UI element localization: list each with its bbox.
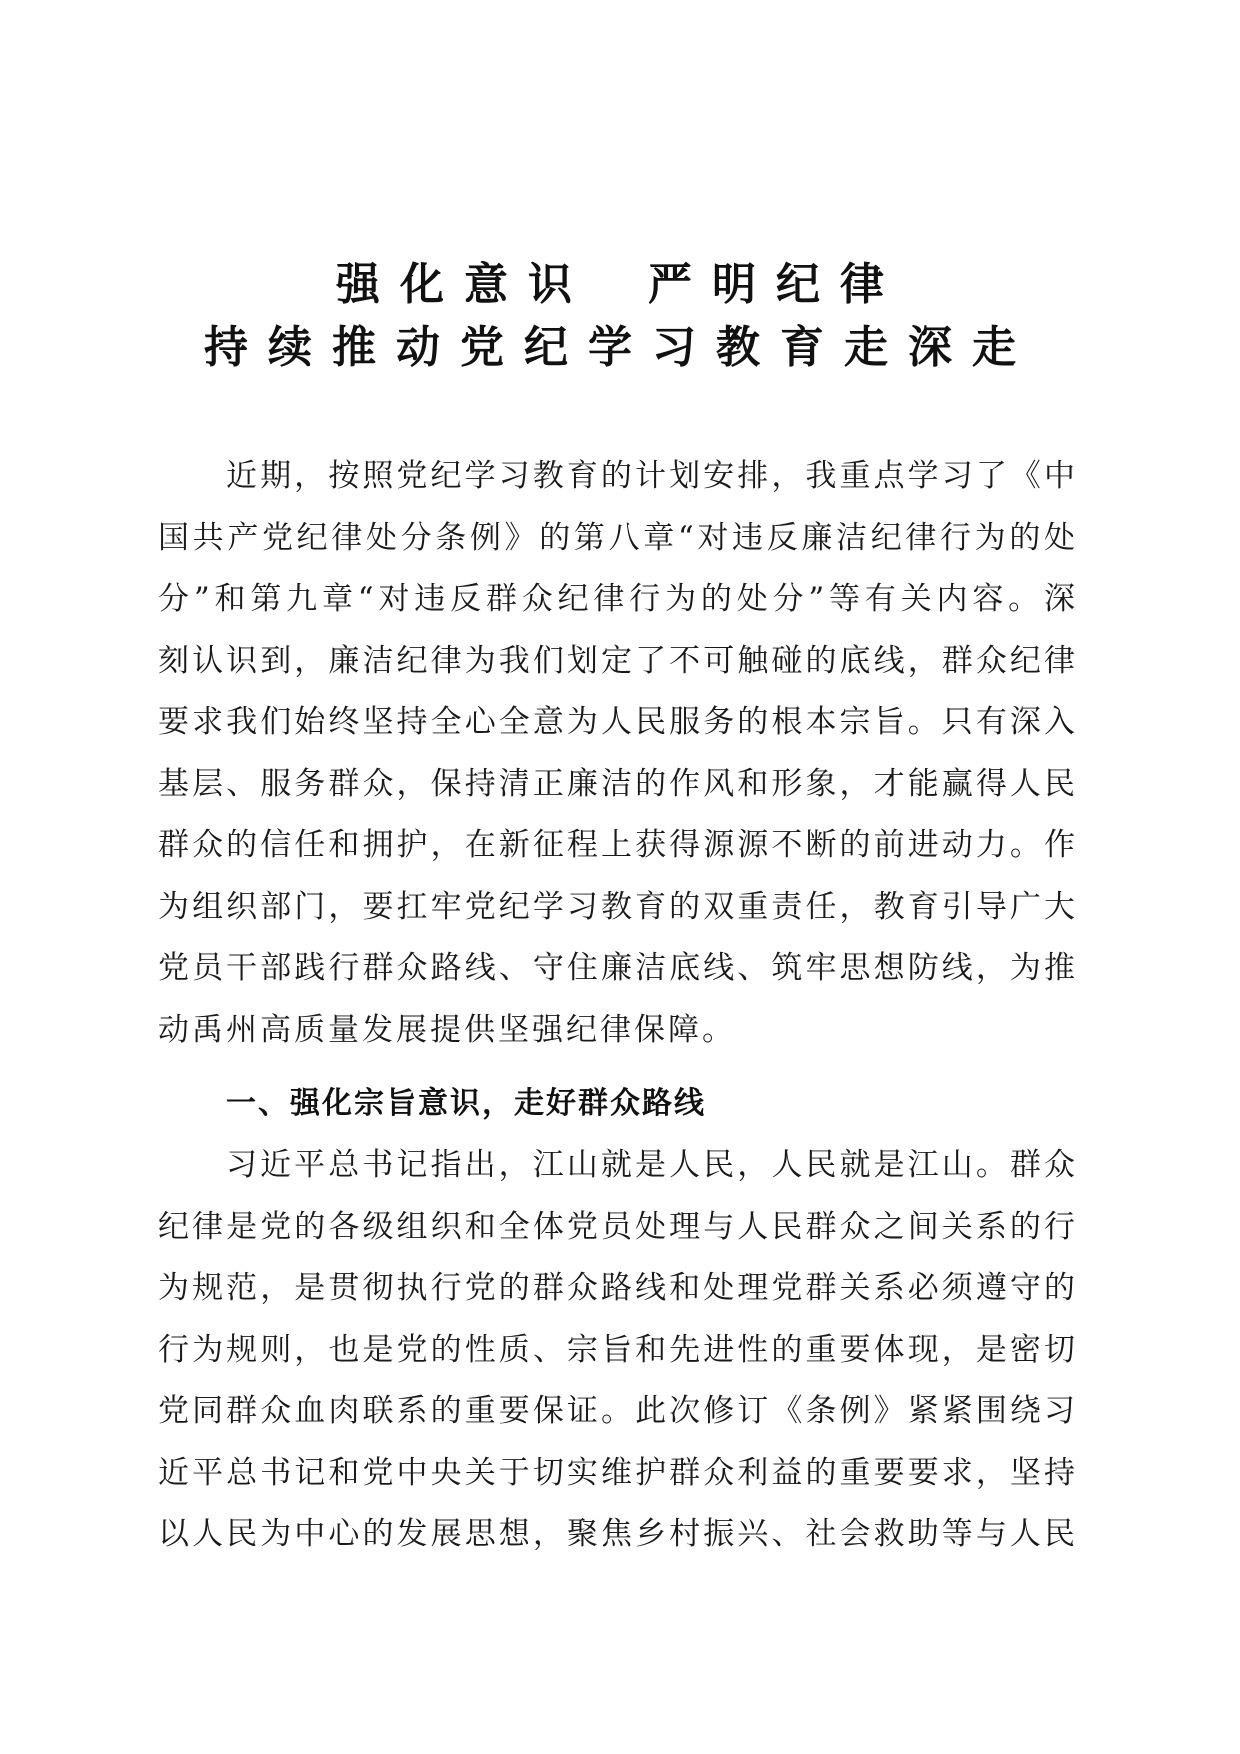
paragraph-2 (158, 1135, 1078, 1566)
paragraph-line: 以人民为中心的发展思想，聚焦乡村振兴、社会救助等与人民 (158, 1516, 1078, 1552)
paragraph-line: 纪律是党的各级组织和全体党员处理与人民群众之间关系的行 (158, 1208, 1078, 1245)
paragraph-line: 习近平总书记指出，江山就是人民，人民就是江山。群众 (226, 1147, 1078, 1183)
paragraph-line: 近期，按照党纪学习教育的计划安排，我重点学习了《中 (226, 458, 1078, 494)
paragraph-line: 为组织部门，要扛牢党纪学习教育的双重责任，教育引导广大 (158, 888, 1078, 925)
document-title-line-1 (0, 255, 1240, 315)
paragraph-line: 分”和第九章“对违反群众纪律行为的处分”等有关内容。深 (158, 581, 1078, 617)
paragraph-line: 群众的信任和拥护，在新征程上获得源源不断的前进动力。作 (158, 827, 1078, 863)
paragraph-1 (158, 446, 1078, 1061)
paragraph-line: 党同群众血肉联系的重要保证。此次修订《条例》紧紧围绕习 (158, 1393, 1078, 1429)
paragraph-line: 近平总书记和党中央关于切实维护群众利益的重要要求，坚持 (158, 1454, 1078, 1491)
paragraph-line: 动禹州高质量发展提供坚强纪律保障。 (158, 1011, 736, 1048)
paragraph-line: 要求我们始终坚持全心全意为人民服务的根本宗旨。只有深入 (158, 704, 1078, 740)
paragraph-line: 为规范，是贯彻执行党的群众路线和处理党群关系必须遵守的 (158, 1270, 1078, 1306)
paragraph-line: 基层、服务群众，保持清正廉洁的作风和形象，才能赢得人民 (158, 765, 1078, 802)
title-phrase-1: 强化意识 (336, 259, 592, 310)
section-heading-1: 一、强化宗旨意识，走好群众路线 (226, 1086, 706, 1121)
paragraph-line: 党员干部践行群众路线、守住廉洁底线、筑牢思想防线，为推 (158, 950, 1078, 986)
title-phrase-2: 严明纪律 (648, 259, 904, 310)
document-title-line-2: 持续推动党纪学习教育走深走 (204, 322, 1036, 373)
paragraph-line: 刻认识到，廉洁纪律为我们划定了不可触碰的底线，群众纪律 (158, 642, 1078, 679)
paragraph-line: 行为规则，也是党的性质、宗旨和先进性的重要体现，是密切 (158, 1331, 1078, 1368)
paragraph-line: 国共产党纪律处分条例》的第八章“对违反廉洁纪律行为的处 (158, 519, 1078, 556)
